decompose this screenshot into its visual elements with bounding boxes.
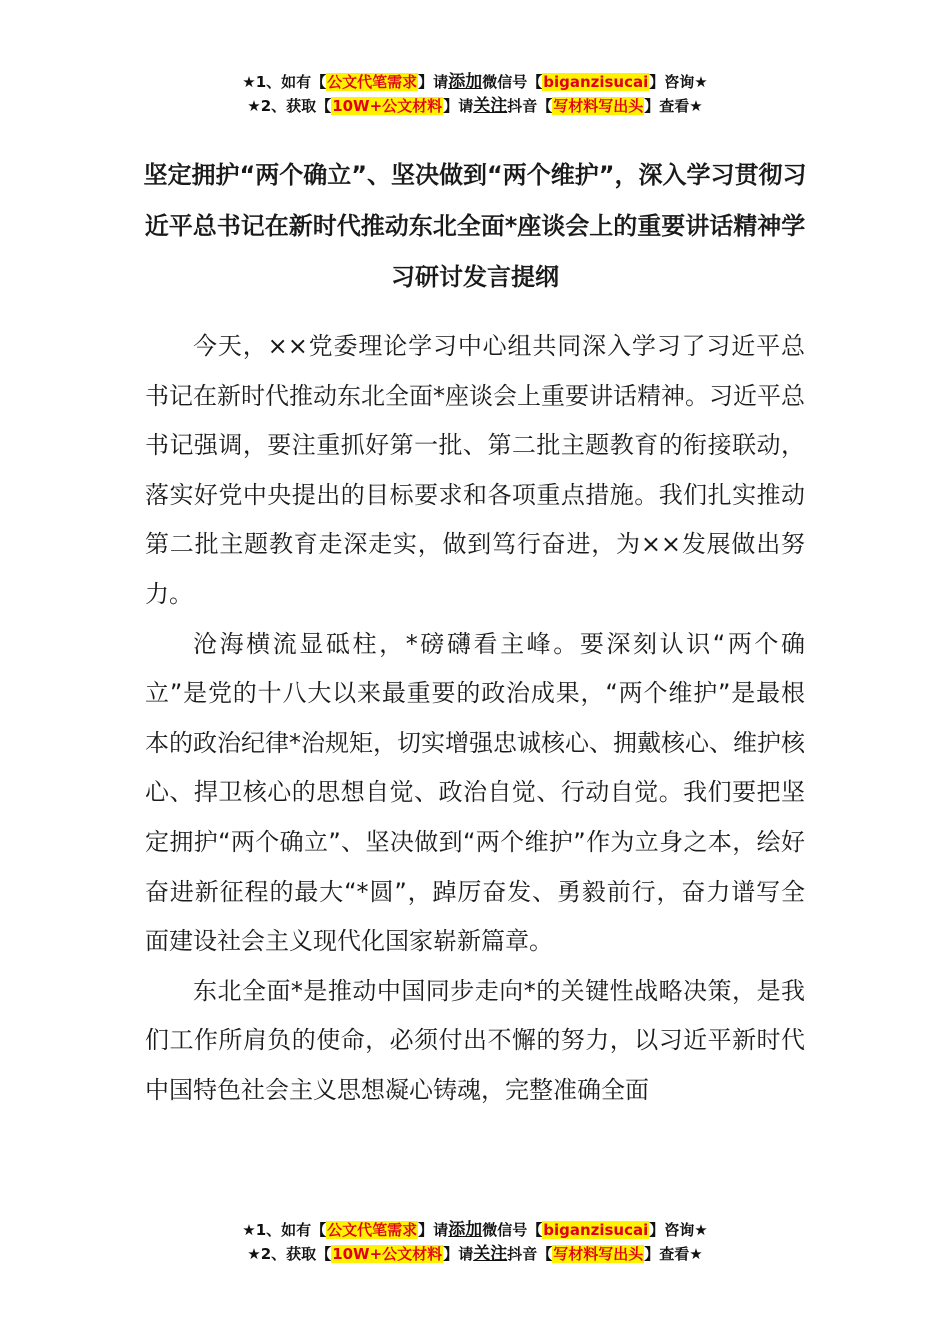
banner-text: 】查看★ xyxy=(644,97,703,115)
banner-text: ★1、如有【 xyxy=(242,73,327,91)
paragraph: 沧海横流显砥柱，*磅礴看主峰。要深刻认识“两个确立”是党的十八大以来最重要的政治成果，“两个维护”是最根本的政治纪律*治规矩，切实增强忠诚核心、拥戴核心、维护核心、捍卫核心的思想自觉、政治自觉、行动自觉。我们要把坚定拥护“两个确立”、坚决做到“两个维护”作为立身之本，绘好奋进新征程的最大“*圆”，踔厉奋发、勇毅前行，奋力谱写全面建设社会主义现代化国家崭新篇章。 xyxy=(145,629,805,956)
banner-text: ★2、获取【 xyxy=(247,1245,332,1263)
highlight-douyin: 写材料写出头 xyxy=(553,1245,644,1263)
banner-text: 】请 xyxy=(418,73,449,91)
highlight-materials: 10W+公文材料 xyxy=(332,97,443,115)
banner-text: ★2、获取【 xyxy=(247,97,332,115)
highlight-materials: 10W+公文材料 xyxy=(332,1245,443,1263)
banner-line-2 xyxy=(0,1242,950,1266)
highlight-wechat-id: biganzisucai xyxy=(543,73,649,91)
document-title: 坚定拥护“两个确立”、坚决做到“两个维护”，深入学习贯彻习近平总书记在新时代推动东北全面*座谈会上的重要讲话精神学习研讨发言提纲 xyxy=(143,161,807,291)
banner-emphasis: 添加 xyxy=(448,1220,483,1240)
banner-text: 抖音【 xyxy=(507,1245,553,1263)
banner-text: 】请 xyxy=(443,1245,474,1263)
paragraph: 今天，××党委理论学习中心组共同深入学习了习近平总书记在新时代推动东北全面*座谈会上重要讲话精神。习近平总书记强调，要注重抓好第一批、第二批主题教育的衔接联动，落实好党中央提出的目标要求和各项重点措施。我们扎实推动第二批主题教育走深走实，做到笃行奋进，为××发展做出努力。 xyxy=(145,332,805,608)
header-banner xyxy=(0,70,950,118)
banner-line-1 xyxy=(0,70,950,94)
banner-emphasis: 关注 xyxy=(473,96,508,116)
banner-text: 】咨询★ xyxy=(649,1221,708,1239)
footer-banner xyxy=(0,1218,950,1266)
highlight-wechat-id: biganzisucai xyxy=(543,1221,649,1239)
paragraph: 东北全面*是推动中国同步走向*的关键性战略决策，是我们工作所肩负的使命，必须付出不懈的努力，以习近平新时代中国特色社会主义思想凝心铸魂，完整准确全面 xyxy=(145,976,805,1104)
banner-text: 】请 xyxy=(418,1221,449,1239)
banner-text: 微信号【 xyxy=(482,73,543,91)
highlight-service: 公文代笔需求 xyxy=(327,1221,418,1239)
document-body xyxy=(145,322,805,1116)
banner-text: 】查看★ xyxy=(644,1245,703,1263)
banner-emphasis: 添加 xyxy=(448,72,483,92)
banner-line-2 xyxy=(0,94,950,118)
banner-text: ★1、如有【 xyxy=(242,1221,327,1239)
banner-text: 微信号【 xyxy=(482,1221,543,1239)
banner-line-1 xyxy=(0,1218,950,1242)
banner-text: 抖音【 xyxy=(507,97,553,115)
banner-emphasis: 关注 xyxy=(473,1244,508,1264)
highlight-douyin: 写材料写出头 xyxy=(553,97,644,115)
banner-text: 】请 xyxy=(443,97,474,115)
banner-text: 】咨询★ xyxy=(649,73,708,91)
highlight-service: 公文代笔需求 xyxy=(327,73,418,91)
